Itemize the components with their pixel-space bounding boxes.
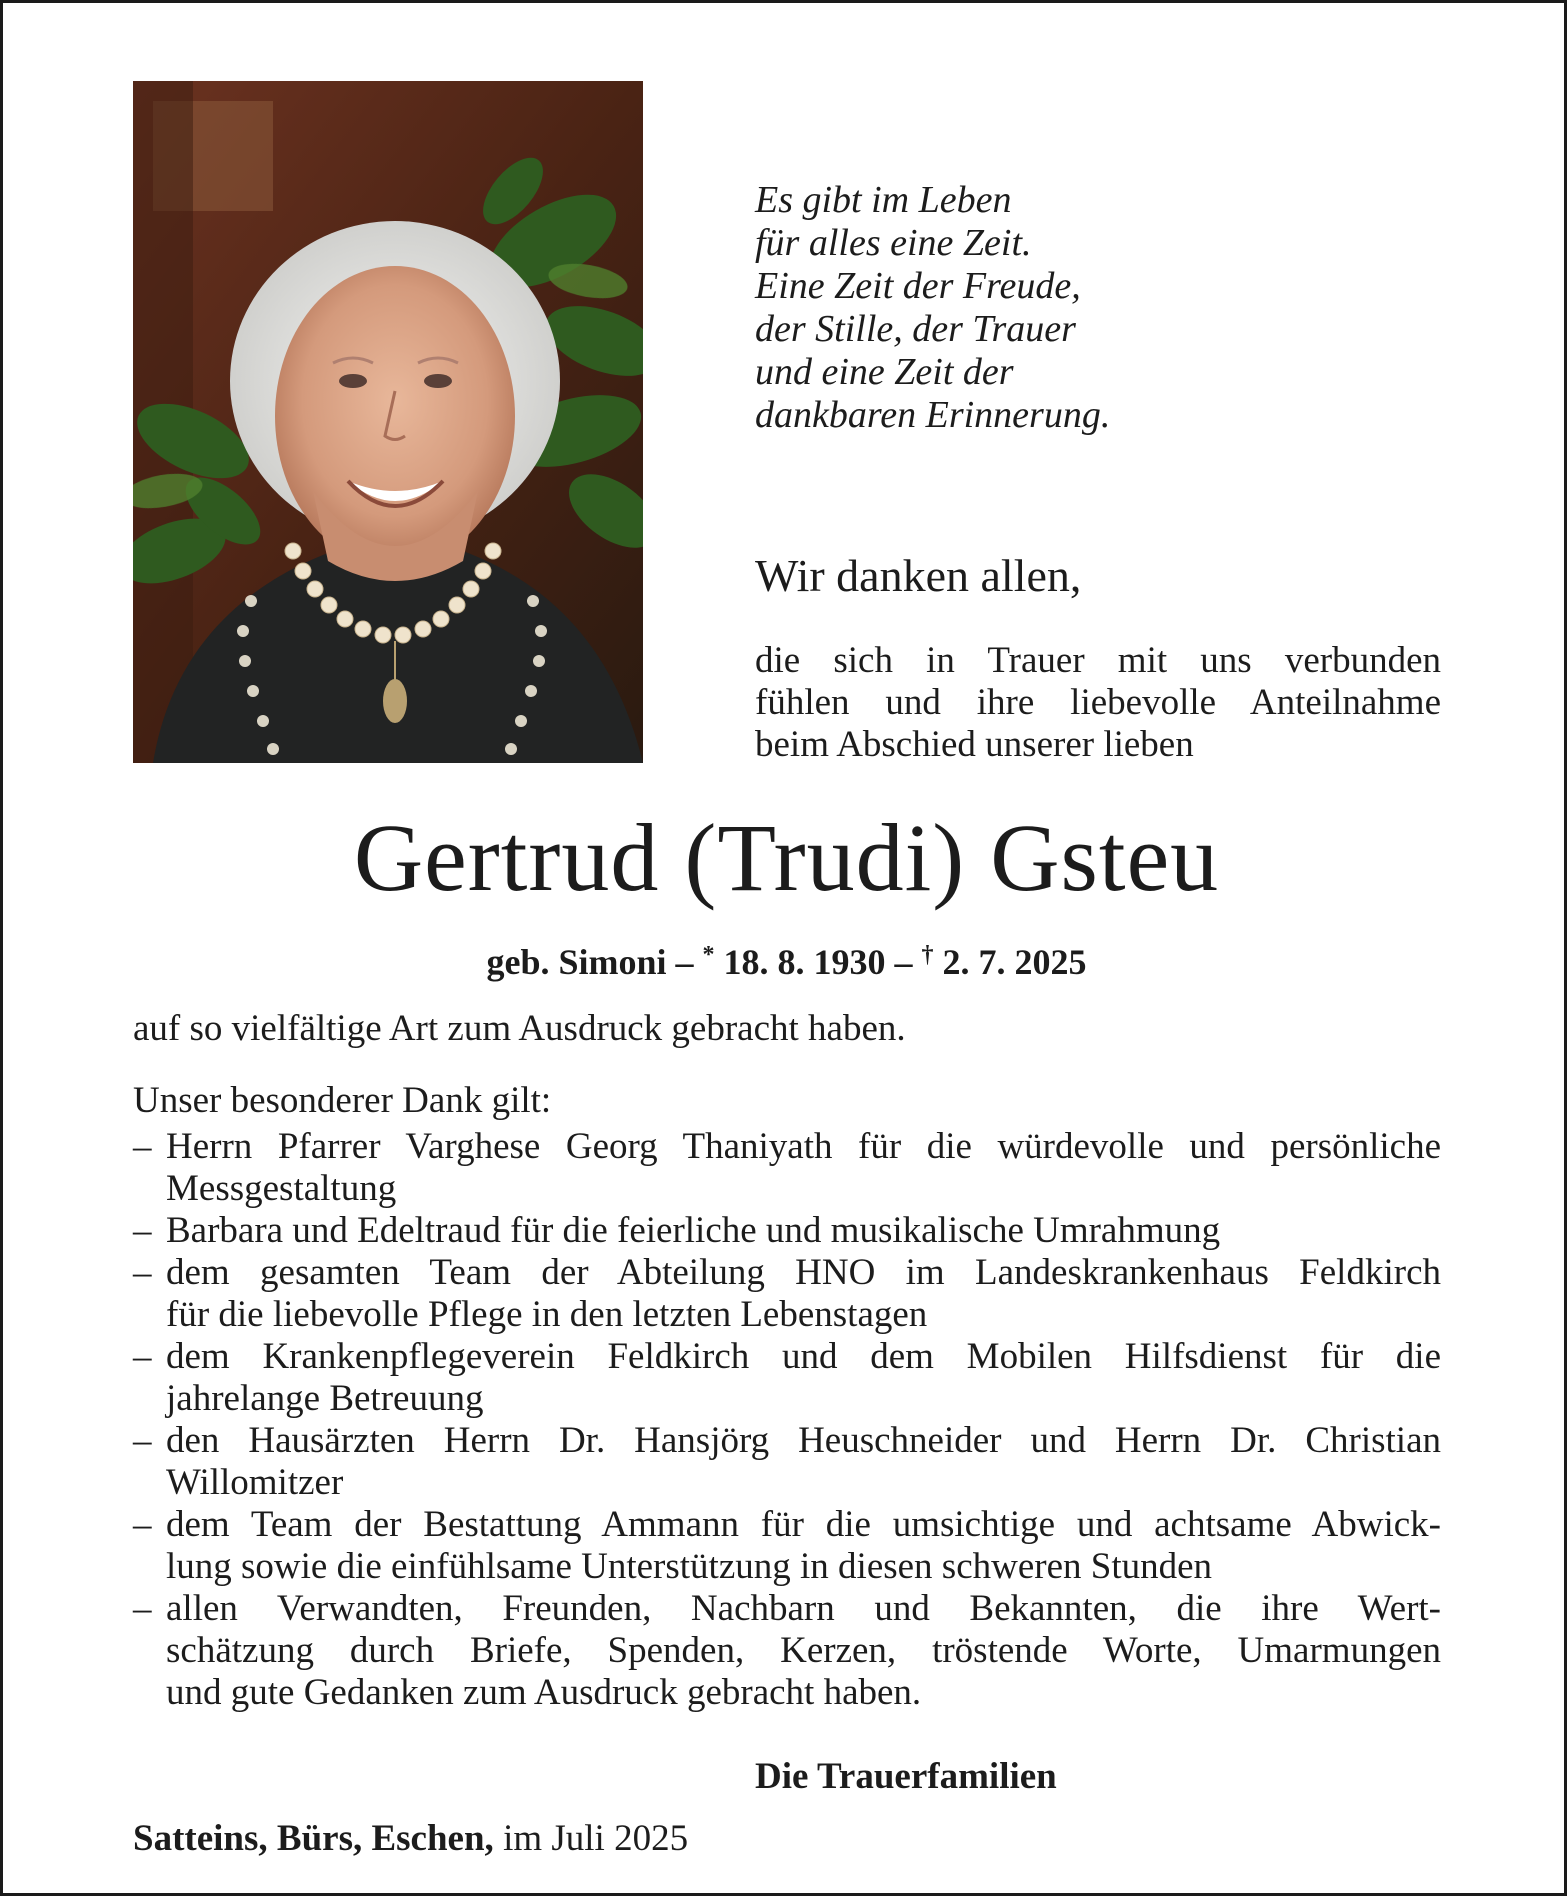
special-thanks-heading: Unser besonderer Dank gilt: [133, 1080, 552, 1121]
dash: – [133, 1420, 152, 1461]
dash: – [133, 1588, 152, 1629]
separator: – [666, 942, 703, 982]
thanks-intro-line: fühlen und ihre liebevolle Anteilnahme [755, 682, 1441, 723]
footer-date: im Juli 2025 [493, 1818, 689, 1859]
list-item-line: lung sowie die einfühlsame Unterstützung in diesen schweren Stunden [166, 1546, 1213, 1587]
maiden-name: geb. Simoni [486, 942, 667, 982]
list-item [133, 1210, 1441, 1252]
life-dates [3, 933, 1567, 984]
list-item-line: jahrelange Betreuung [166, 1378, 484, 1419]
continuation-text: auf so vielfältige Art zum Ausdruck gebracht haben. [133, 1008, 906, 1049]
poem [755, 179, 1415, 437]
birth-date: 18. 8. 1930 [714, 942, 886, 982]
portrait-image [133, 81, 643, 763]
list-item-line: schätzung durch Briefe, Spenden, Kerzen, tröstende Worte, Umarmungen [166, 1630, 1441, 1671]
poem-line: der Stille, der Trauer [755, 308, 1076, 350]
list-item-line: dem gesamten Team der Abteilung HNO im Landeskrankenhaus Feldkirch [166, 1252, 1441, 1293]
list-item-line: Herrn Pfarrer Varghese Georg Thaniyath für die würdevolle und persönliche [166, 1126, 1441, 1167]
poem-line: Es gibt im Leben [755, 179, 1012, 221]
thanks-intro [755, 640, 1441, 766]
dash: – [133, 1210, 152, 1251]
list-item-line: Willomitzer [166, 1462, 344, 1503]
list-item-line: Messgestaltung [166, 1168, 397, 1209]
birth-symbol: * [702, 942, 715, 968]
list-item-line: Barbara und Edeltraud für die feierliche und musikalische Umrahmung [166, 1210, 1221, 1251]
poem-line: Eine Zeit der Freude, [755, 265, 1081, 307]
thanks-intro-line: beim Abschied unserer lieben [755, 724, 1194, 765]
thanks-heading: Wir danken allen, [755, 550, 1082, 601]
poem-line: und eine Zeit der [755, 351, 1014, 393]
footer-places: Satteins, Bürs, Eschen, [133, 1818, 494, 1859]
dash: – [133, 1126, 152, 1167]
poem-line: für alles eine Zeit. [755, 222, 1032, 264]
list-item-line: und gute Gedanken zum Ausdruck gebracht haben. [166, 1672, 922, 1713]
death-date: 2. 7. 2025 [933, 942, 1087, 982]
body-text [133, 1008, 1441, 1714]
signature: Die Trauerfamilien [755, 1756, 1057, 1797]
list-item [133, 1126, 1441, 1210]
list-item [133, 1588, 1441, 1714]
list-item [133, 1420, 1441, 1504]
dash: – [133, 1336, 152, 1377]
death-symbol: † [921, 942, 934, 968]
list-item [133, 1336, 1441, 1420]
poem-line: dankbaren Erinnerung. [755, 394, 1111, 436]
thanks-intro-line: die sich in Trauer mit uns verbunden [755, 640, 1441, 681]
list-item [133, 1252, 1441, 1336]
list-item-line: dem Krankenpflegeverein Feldkirch und dem Mobilen Hilfsdienst für die [166, 1336, 1441, 1377]
list-item-line: allen Verwandten, Freunden, Nachbarn und Bekannten, die ihre Wert- [166, 1588, 1441, 1629]
list-item-line: für die liebevolle Pflege in den letzten Lebenstagen [166, 1294, 928, 1335]
list-item-line: dem Team der Bestattung Ammann für die umsichtige und achtsame Abwick- [166, 1504, 1441, 1545]
deceased-name: Gertrud (Trudi) Gsteu [353, 804, 1220, 911]
footer [133, 1817, 688, 1861]
list-item-line: den Hausärzten Herrn Dr. Hansjörg Heuschneider und Herrn Dr. Christian [166, 1420, 1441, 1461]
dash: – [133, 1252, 152, 1293]
thanks-list [133, 1126, 1441, 1714]
dash: – [133, 1504, 152, 1545]
portrait-photo [133, 81, 643, 763]
separator: – [885, 942, 922, 982]
list-item [133, 1504, 1441, 1588]
